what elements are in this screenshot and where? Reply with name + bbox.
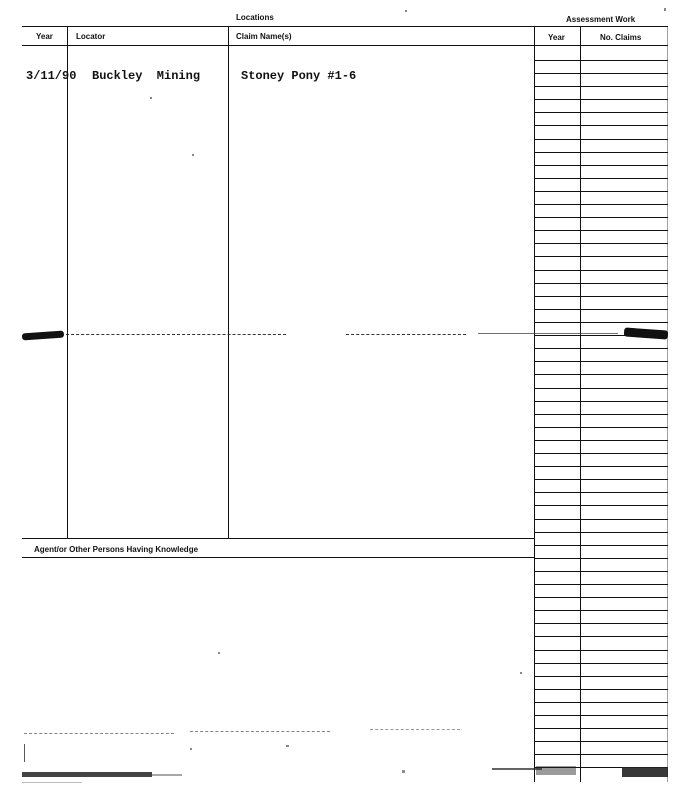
faint-bottom-line-2: [190, 731, 330, 733]
assessment-rule-line: [534, 296, 668, 297]
assessment-rule-line: [534, 99, 668, 100]
faint-bottom-line-3: [370, 729, 460, 731]
assessment-rule-line: [534, 388, 668, 389]
scan-speck: [218, 652, 220, 654]
assessment-rule-line: [534, 689, 668, 690]
assessment-rule-line: [534, 191, 668, 192]
assessment-rule-line: [534, 610, 668, 611]
assessment-rule-line: [534, 217, 668, 218]
assessment-rule-line: [534, 125, 668, 126]
assessment-rule-line: [534, 715, 668, 716]
assessment-rule-line: [534, 73, 668, 74]
faint-bottom-line-1: [24, 733, 174, 735]
assessment-rule-line: [534, 492, 668, 493]
assessment-rule-line: [534, 178, 668, 179]
assessment-rule-line: [534, 676, 668, 677]
assessment-rule-line: [534, 741, 668, 742]
assessment-rule-line: [534, 558, 668, 559]
scan-speck: [192, 154, 194, 156]
entry-year: 3/11/90: [26, 69, 77, 83]
assessment-rule-line: [534, 479, 668, 480]
agent-header-rule: [22, 557, 534, 558]
assessment-rule-line: [534, 754, 668, 755]
assessment-rule-line: [534, 204, 668, 205]
entry-claim-names: Stoney Pony #1-6: [241, 69, 357, 83]
assessment-rule-line: [534, 60, 668, 61]
assessment-rule-line: [534, 440, 668, 441]
scan-speck: [150, 97, 152, 99]
assessment-rule-line: [534, 532, 668, 533]
assessment-rule-line: [534, 414, 668, 415]
assessment-rule-line: [534, 702, 668, 703]
assessment-rule-line: [534, 112, 668, 113]
assessment-rule-line: [534, 728, 668, 729]
fold-line-center: [346, 334, 466, 336]
scan-speck: [190, 748, 192, 750]
assessment-rule-line: [534, 453, 668, 454]
assessment-rule-line: [534, 519, 668, 520]
assessment-work-title: Assessment Work: [566, 15, 636, 24]
locations-bottom-rule: [22, 538, 534, 539]
assessment-rule-line: [534, 348, 668, 349]
assessment-rule-line: [534, 650, 668, 651]
left-smudge-mark: [22, 331, 64, 341]
fold-line-right: [478, 333, 618, 335]
assessment-rule-line: [534, 466, 668, 467]
assessment-rule-line: [534, 663, 668, 664]
assessment-rule-line: [534, 139, 668, 140]
column-header-locator: Locator: [76, 32, 106, 41]
assessment-ruled-lines: [534, 0, 668, 808]
assessment-rule-line: [534, 230, 668, 231]
column-header-assessment-year: Year: [548, 33, 565, 42]
scan-speck: [664, 8, 666, 11]
assessment-rule-line: [534, 636, 668, 637]
column-header-no-claims: No. Claims: [600, 33, 642, 42]
scan-speck: [405, 10, 407, 12]
assessment-rule-line: [534, 505, 668, 506]
assessment-rule-line: [534, 86, 668, 87]
assessment-rule-line: [534, 584, 668, 585]
assessment-rule-line: [534, 283, 668, 284]
assessment-rule-line: [534, 270, 668, 271]
assessment-rule-line: [534, 401, 668, 402]
assessment-rule-line: [534, 545, 668, 546]
assessment-rule-line: [534, 374, 668, 375]
year-locator-divider: [67, 26, 68, 538]
scan-speck: [286, 745, 289, 747]
assessment-rule-line: [534, 571, 668, 572]
assessment-rule-line: [534, 243, 668, 244]
assessment-rule-line: [534, 427, 668, 428]
column-header-year: Year: [36, 32, 53, 41]
agent-section-label: Agent/or Other Persons Having Knowledge: [34, 545, 199, 554]
assessment-rule-line: [534, 597, 668, 598]
assessment-rule-line: [534, 152, 668, 153]
scan-bottom-artifacts: [22, 770, 678, 800]
locator-claim-divider: [228, 26, 229, 538]
assessment-rule-line: [534, 309, 668, 310]
bottom-left-tick: [24, 744, 25, 762]
entry-locator: Buckley Mining: [92, 69, 201, 83]
assessment-rule-line: [534, 256, 668, 257]
assessment-rule-line: [534, 165, 668, 166]
scan-speck: [520, 672, 522, 674]
fold-line-left: [66, 334, 286, 336]
assessment-rule-line: [534, 623, 668, 624]
column-header-claim-names: Claim Name(s): [236, 32, 292, 41]
locations-title: Locations: [236, 13, 274, 22]
assessment-rule-line: [534, 322, 668, 323]
assessment-rule-line: [534, 361, 668, 362]
